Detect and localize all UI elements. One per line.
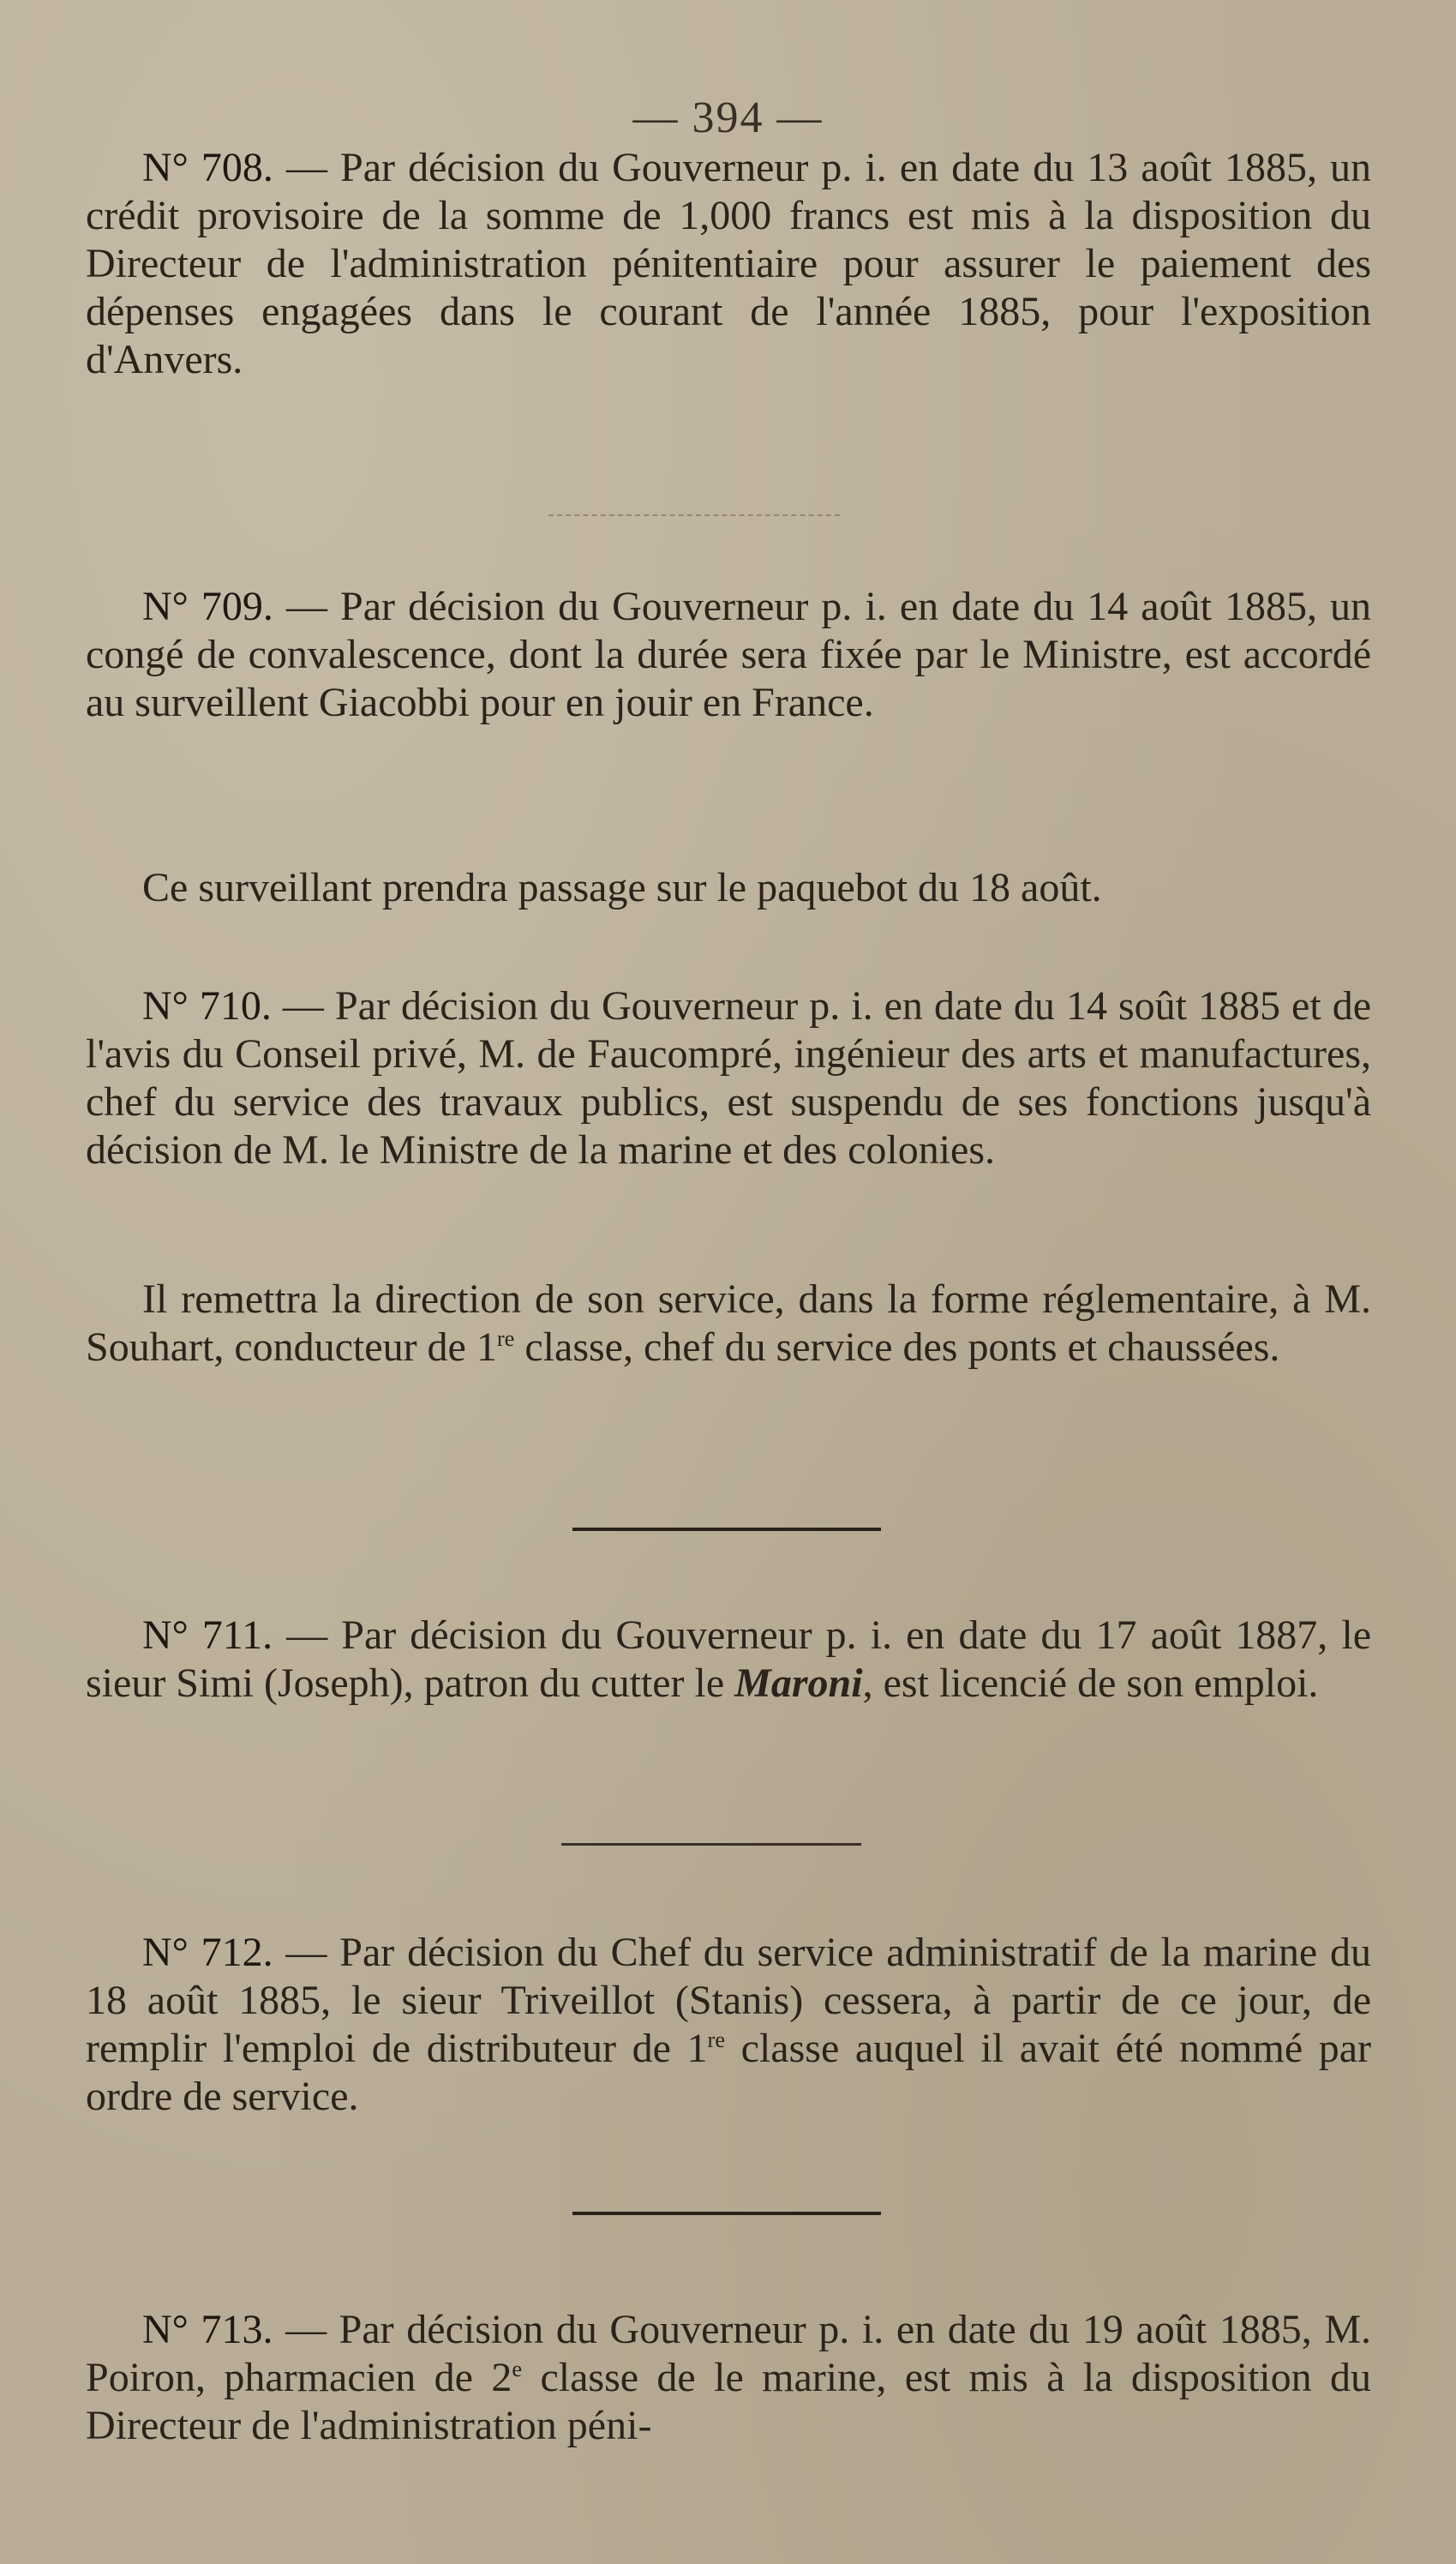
entry-708 — [86, 144, 1371, 384]
entry-709 — [86, 583, 1371, 727]
entry-number: N° 708. — [142, 145, 273, 190]
entry-number: N° 712. — [142, 1930, 273, 1975]
section-divider — [548, 514, 840, 516]
entry-number: N° 709. — [142, 584, 273, 629]
section-divider — [572, 2212, 881, 2215]
vessel-name: Maroni — [734, 1660, 863, 1706]
section-divider — [572, 1528, 881, 1531]
entry-713: N° 713. — Par décision du Gouverneur p. i. en date du 19 août 1885, M. Poiron, pharmacien de 2e classe de le marine, est mis à la disposition du Directeur de l'administration péni- — [86, 2307, 1372, 2448]
entry-number: N° 710. — [142, 983, 272, 1029]
entry-text: — Par décision du Gouverneur p. i. en date du 14 août 1885, un congé de convalescence, dont la durée sera fixée par le Ministre, est accordé au surveillent Giacobbi pour en jouir en France. — [86, 584, 1372, 725]
entry-709-note: Ce surveillant prendra passage sur le paquebot du 18 août. — [142, 865, 1102, 910]
entry-text: — Par décision du Gouverneur p. i. en date du 14 soût 1885 et de l'avis du Conseil privé, M. de Faucompré, ingénieur des arts et manufactures, chef du service des travaux publics, est suspendu de ses fonctions jusqu'à décision de M. le Ministre de la marine et des colonies. — [86, 983, 1372, 1173]
entry-text: — Par décision du Gouverneur p. i. en date du 13 août 1885, un crédit provisoire de la somme de 1,000 francs est mis à la disposition du Directeur de l'administration pénitentiaire pour assurer le paiement des dépenses engagées dans le courant de l'année 1885, pour l'exposition d'Anvers. — [86, 145, 1372, 382]
entry-number: N° 711. — [142, 1612, 273, 1658]
entry-number: N° 713. — [142, 2307, 273, 2352]
entry-710-note: Il remettra la direction de son service, dans la forme réglementaire, à M. Souhart, conducteur de 1re classe, chef du service des ponts et chaussées. — [86, 1276, 1371, 1370]
entry-711: N° 711. — Par décision du Gouverneur p. i. en date du 17 août 1887, le sieur Simi (Joseph), patron du cutter le Maroni, est licencié de son emploi. — [86, 1612, 1372, 1706]
entry-712: N° 712. — Par décision du Chef du service administratif de la marine du 18 août 1885, le sieur Triveillot (Stanis) cessera, à partir de ce jour, de remplir l'emploi de distributeur de 1re classe auquel il avait été nommé par ordre de service. — [86, 1930, 1372, 2119]
entry-710 — [86, 982, 1371, 1174]
section-divider — [561, 1843, 861, 1846]
page-number: — 394 — — [632, 93, 824, 142]
